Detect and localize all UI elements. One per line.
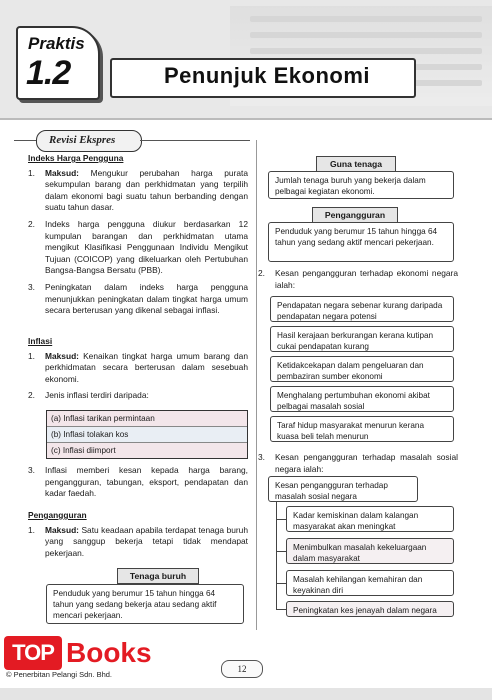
inflasi-type-row: (b) Inflasi tolakan kos xyxy=(47,427,247,443)
item-text: Mengukur perubahan harga purata sekumpulan barang dan perkhidmatan yang terpilih dalam ekonomi bagi suatu tahun berbanding dengan suatu tahun dasar. xyxy=(45,167,248,213)
item-number: 2. xyxy=(258,268,265,278)
tenaga-buruh-tag: Tenaga buruh xyxy=(117,568,199,584)
logo-top: TOP xyxy=(4,636,62,670)
pengangguran-section xyxy=(28,510,248,559)
item-text: Kesan pengangguran terhadap masalah sosial negara ialah: xyxy=(275,452,458,474)
pengangguran-item-1 xyxy=(28,525,248,560)
item-text: Kenaikan tingkat harga umum barang dan perkhidmatan secara berterusan dalam sesebuah ekonomi. xyxy=(45,350,248,384)
guna-tenaga-tag: Guna tenaga xyxy=(316,156,396,172)
column-divider xyxy=(256,140,257,630)
kesan-ekonomi-intro xyxy=(258,268,458,291)
praktis-label: Praktis xyxy=(28,34,85,53)
item-number: 3. xyxy=(28,281,35,292)
ihp-item-3 xyxy=(28,282,248,317)
ihp-item-1 xyxy=(28,168,248,214)
revisi-ekspres-tag xyxy=(36,130,142,152)
tree-branch xyxy=(276,551,286,552)
ihp-item-2 xyxy=(28,219,248,277)
kesan-ekonomi-item: Hasil kerajaan berkurangan kerana kutipan cukai pendapatan kurang xyxy=(270,326,454,352)
revisi-ekspres-label: Revisi Ekspres xyxy=(49,134,116,146)
right-item-2 xyxy=(258,268,458,291)
page-bottom-edge xyxy=(0,688,492,700)
kesan-ekonomi-item: Ketidakcekapan dalam pengeluaran dan pembaziran sumber ekonomi xyxy=(270,356,454,382)
header-divider xyxy=(0,118,492,120)
item-text: Inflasi memberi kesan kepada harga barang, pengangguran, tabungan, eksport, pendapatan dan kadar faedah. xyxy=(45,465,248,499)
item-number: 2. xyxy=(28,390,35,401)
item-number: 2. xyxy=(28,218,35,229)
item-text: Indeks harga pengguna diukur berdasarkan 12 kumpulan barangan dan perkhidmatan utama mengikut Klasifikasi Penggunaan Individu Mengikut Tujuan (COICOP) yang dikeluarkan oleh Pertubuhan Bangsa-Bangsa Bersatu (PBB). xyxy=(45,218,248,276)
inflasi-heading: Inflasi xyxy=(28,336,53,346)
kesan-sosial-intro xyxy=(258,452,458,475)
kesan-sosial-item: Menimbulkan masalah kekeluargaan dalam masyarakat xyxy=(286,538,454,564)
ihp-section xyxy=(28,153,248,317)
item-number: 3. xyxy=(258,452,265,462)
inflasi-item-1 xyxy=(28,351,248,386)
item-bold: Maksud: xyxy=(45,524,79,535)
tree-branch xyxy=(276,583,286,584)
topbooks-logo xyxy=(4,636,194,679)
kesan-ekonomi-item: Pendapatan negara sebenar kurang daripada pendapatan negara potensi xyxy=(270,296,454,322)
item-number: 3. xyxy=(28,465,35,475)
kesan-ekonomi-item: Menghalang pertumbuhan ekonomi akibat pelbagai masalah sosial xyxy=(270,386,454,412)
inflasi-type-row: (c) Inflasi diimport xyxy=(47,443,247,458)
publisher-caption: © Penerbitan Pelangi Sdn. Bhd. xyxy=(6,670,113,679)
revisi-rule-left xyxy=(14,140,36,141)
inflasi-types-table xyxy=(46,410,248,459)
item-text: Kesan pengangguran terhadap ekonomi negara ialah: xyxy=(275,268,458,290)
item-bold: Maksud: xyxy=(45,350,79,361)
kesan-ekonomi-item: Taraf hidup masyarakat menurun kerana kuasa beli telah menurun xyxy=(270,416,454,442)
item-bold: Maksud: xyxy=(45,167,79,178)
inflasi-item-3 xyxy=(28,465,248,500)
title-box xyxy=(110,58,416,98)
tree-branch xyxy=(276,519,286,520)
right-item-3 xyxy=(258,452,458,475)
inflasi-item-2 xyxy=(28,390,248,402)
item-text: Jenis inflasi terdiri daripada: xyxy=(45,390,149,401)
pengangguran-box: Penduduk yang berumur 15 tahun hingga 64 tahun yang sedang aktif mencari pekerjaan. xyxy=(268,222,454,262)
kesan-sosial-item: Peningkatan kes jenayah dalam negara xyxy=(286,601,454,617)
revisi-rule-right xyxy=(140,140,250,141)
pengangguran-heading: Pengangguran xyxy=(28,510,87,520)
page-number: 12 xyxy=(221,660,263,678)
item-number: 1. xyxy=(28,350,35,361)
praktis-number: 1.2 xyxy=(26,54,71,92)
item-text: Satu keadaan apabila terdapat tenaga buruh yang sanggup bekerja tetapi tidak mendapat pekerjaan. xyxy=(45,524,248,558)
item-number: 1. xyxy=(28,167,35,178)
page-title: Penunjuk Ekonomi xyxy=(164,63,371,88)
guna-tenaga-box: Jumlah tenaga buruh yang bekerja dalam pelbagai kegiatan ekonomi. xyxy=(268,171,454,199)
tenaga-buruh-box: Penduduk yang berumur 15 tahun hingga 64 tahun yang sedang bekerja atau sedang aktif mencari pekerjaan. xyxy=(46,584,244,624)
inflasi-item-3-block xyxy=(28,465,248,500)
inflasi-type-row: (a) Inflasi tarikan permintaan xyxy=(47,411,247,427)
inflasi-section xyxy=(28,336,248,402)
kesan-sosial-item: Kadar kemiskinan dalam kalangan masyarakat akan meningkat xyxy=(286,506,454,532)
item-number: 1. xyxy=(28,524,35,535)
kesan-sosial-root: Kesan pengangguran terhadap masalah sosial negara xyxy=(268,476,418,502)
kesan-sosial-item: Masalah kehilangan kemahiran dan keyakinan diri xyxy=(286,570,454,596)
praktis-badge xyxy=(16,26,100,100)
ihp-heading: Indeks Harga Pengguna xyxy=(28,153,124,163)
pengangguran-tag: Pengangguran xyxy=(312,207,398,223)
logo-books: Books xyxy=(66,637,152,668)
tree-branch xyxy=(276,609,286,610)
item-text: Peningkatan dalam indeks harga pengguna menunjukkan peningkatan dalam tingkat harga umum secara berterusan yang dikenal sebagai inflasi. xyxy=(45,281,248,316)
